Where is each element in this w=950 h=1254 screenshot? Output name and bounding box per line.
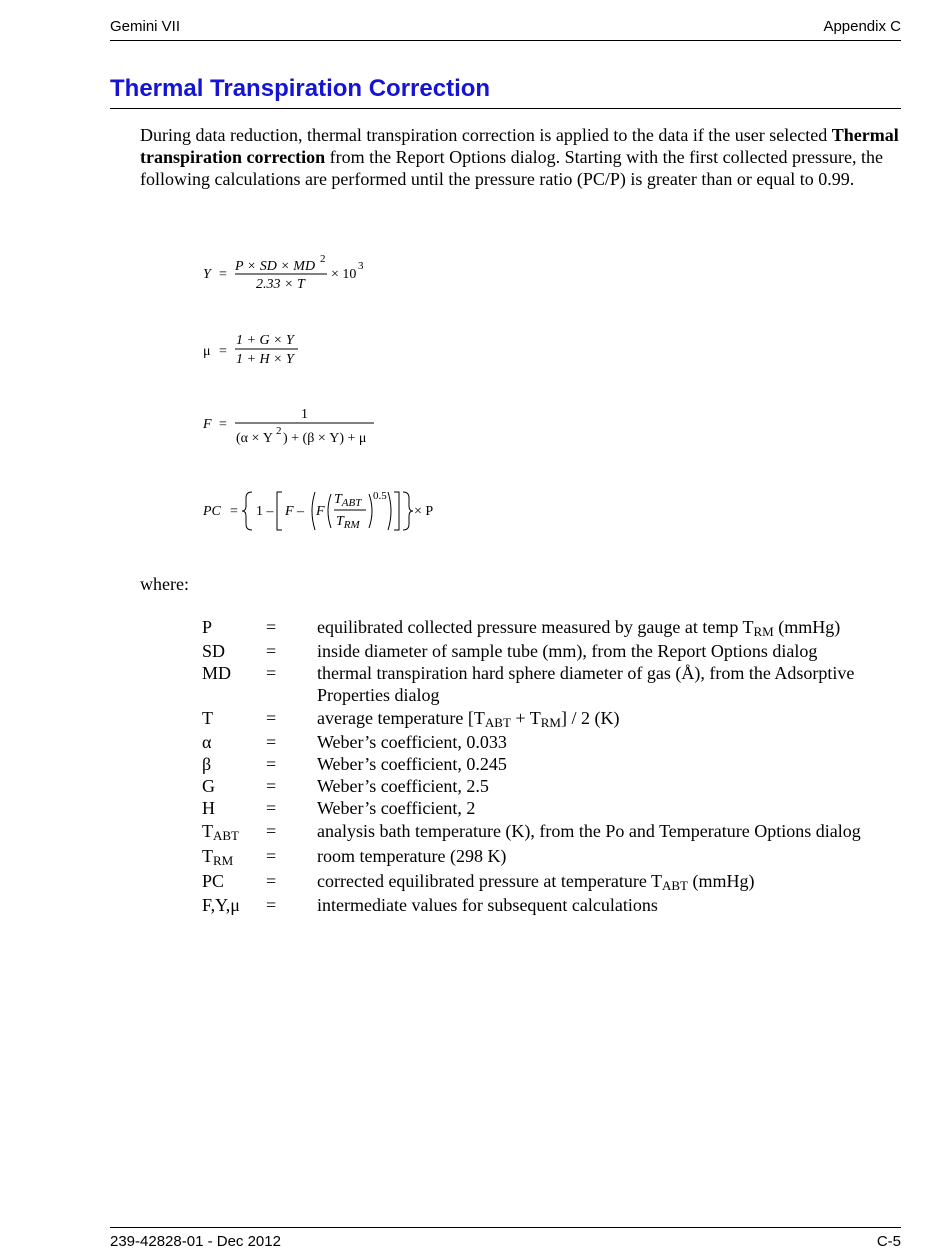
eq-y-mult-exponent: 3 (358, 260, 364, 272)
eq-pc-t-abt-letter: T (334, 492, 342, 507)
definition-row-alpha (202, 731, 902, 753)
equation-mu (180, 328, 400, 378)
definition-row-beta (202, 753, 902, 775)
equation-mu-svg (180, 328, 400, 373)
def-description: Weber’s coefficient, 0.245 (317, 754, 507, 774)
eq-mu-equals: = (219, 344, 227, 359)
eq-pc-t-rm-letter: T (336, 514, 344, 529)
eq-f-lhs: F (203, 417, 212, 432)
definition-row-t-rm (202, 845, 902, 867)
def-description (317, 870, 902, 892)
eq-pc-left-brace (242, 492, 252, 530)
eq-mu-numerator: 1 + G × Y (236, 333, 294, 348)
header-doc-title: Gemini VII (110, 18, 181, 35)
eq-pc-f-minus: F – (285, 504, 305, 519)
def-equals: = (266, 617, 277, 637)
equation-f-svg (180, 402, 420, 452)
intro-bold-option: Thermal transpiration correction (140, 125, 899, 167)
eq-y-lhs: Y (203, 267, 211, 282)
def-symbol-text: T (202, 846, 213, 866)
def-equals: = (266, 871, 277, 891)
eq-y-equals: = (219, 267, 227, 282)
def-desc-after2: ] / 2 (K) (560, 708, 620, 728)
def-symbol: SD (202, 641, 226, 661)
def-desc-text: average temperature [T (317, 708, 485, 728)
equation-pc-svg (180, 484, 460, 540)
eq-y-denominator: 2.33 × T (256, 277, 305, 292)
def-equals: = (266, 641, 277, 661)
def-description: Weber’s coefficient, 0.033 (317, 732, 507, 752)
intro-paragraph (140, 124, 902, 190)
equation-f (180, 402, 420, 457)
def-desc-after: (mmHg) (688, 871, 755, 891)
eq-y-num-exponent: 2 (320, 253, 326, 265)
def-equals: = (266, 895, 277, 915)
definition-row-g (202, 775, 902, 797)
eq-f-equals: = (219, 417, 227, 432)
def-desc-sub: RM (753, 624, 774, 639)
def-description (317, 616, 902, 638)
definition-row-p (202, 616, 902, 638)
def-equals: = (266, 708, 277, 728)
def-symbol: H (202, 798, 215, 818)
eq-pc-outer-paren-left (312, 492, 315, 530)
intro-text-1: During data reduction, thermal transpiration correction is applied to the data if the user selected (140, 125, 832, 145)
definitions-list (202, 616, 902, 916)
def-desc-sub2: RM (540, 715, 561, 730)
footer-doc-number: 239-42828-01 - Dec 2012 (110, 1233, 281, 1250)
eq-f-den-part1: (α × Y (236, 431, 274, 446)
def-symbol-sub: RM (213, 853, 234, 868)
eq-y-multiplier: × 10 (331, 267, 357, 282)
def-symbol: β (202, 754, 212, 774)
def-description: analysis bath temperature (K), from the Po and Temperature Options dialog (317, 821, 861, 841)
def-symbol: G (202, 776, 215, 796)
def-desc-sub: ABT (484, 715, 511, 730)
equation-y (180, 250, 400, 305)
section-title: Thermal Transpiration Correction (110, 75, 901, 109)
def-symbol-text: T (202, 821, 213, 841)
def-desc-after: (mmHg) (773, 617, 841, 637)
def-desc-sub: ABT (662, 878, 688, 893)
equation-y-svg (180, 250, 400, 300)
def-symbol: T (202, 708, 213, 728)
eq-f-denominator (236, 431, 273, 446)
definition-row-md (202, 662, 902, 706)
def-symbol: α (202, 732, 212, 752)
eq-mu-lhs: μ (203, 344, 211, 359)
def-equals: = (266, 663, 277, 683)
definition-row-fymu (202, 894, 902, 916)
definition-row-t (202, 707, 902, 729)
def-equals: = (266, 732, 277, 752)
def-desc-text: corrected equilibrated pressure at temperature T (317, 871, 662, 891)
eq-pc-lhs: PC (203, 504, 221, 519)
eq-pc-right-bracket (394, 492, 399, 530)
def-symbol-text: P (202, 617, 213, 637)
eq-pc-right-brace (403, 492, 413, 530)
def-symbol: F,Y,μ (202, 895, 240, 915)
def-description (317, 707, 902, 729)
def-description: inside diameter of sample tube (mm), from the Report Options dialog (317, 641, 818, 661)
def-desc-text: equilibrated collected pressure measured by gauge at temp T (317, 617, 754, 637)
def-description: Weber’s coefficient, 2.5 (317, 776, 489, 796)
eq-pc-t-abt (334, 492, 362, 509)
definition-row-t-abt (202, 820, 902, 842)
def-equals: = (266, 846, 277, 866)
def-equals: = (266, 798, 277, 818)
eq-pc-t-abt-sub: ABT (341, 497, 362, 509)
header-section: Appendix C (823, 18, 901, 35)
def-description: room temperature (298 K) (317, 846, 507, 866)
where-label: where: (140, 574, 189, 594)
eq-pc-f: F (316, 504, 325, 519)
def-equals: = (266, 821, 277, 841)
eq-pc-t-rm (336, 514, 361, 531)
eq-pc-one-minus: 1 – (256, 504, 274, 519)
def-symbol (202, 616, 262, 638)
intro-text-2: from the Report Options dialog. Starting with the first collected pressure, the following calculations are performed until the pressure ratio (PC/P) is greater than or equal to 0.99. (140, 147, 884, 189)
definition-row-sd (202, 640, 902, 662)
def-symbol: MD (202, 663, 232, 683)
def-description: Weber’s coefficient, 2 (317, 798, 476, 818)
def-description: intermediate values for subsequent calculations (317, 895, 658, 915)
eq-pc-inner-paren-left (328, 494, 331, 528)
eq-mu-denominator: 1 + H × Y (236, 352, 294, 367)
eq-pc-equals: = (230, 504, 238, 519)
eq-f-den-rest: ) + (β × Y) + μ (283, 431, 367, 446)
definition-row-h (202, 797, 902, 819)
def-description: thermal transpiration hard sphere diameter of gas (Å), from the Adsorptive Properties dialog (317, 663, 855, 705)
def-symbol: PC (202, 871, 225, 891)
page-header (110, 18, 901, 41)
def-desc-after: + T (510, 708, 541, 728)
def-equals: = (266, 754, 277, 774)
definition-row-pc (202, 870, 902, 892)
def-symbol (202, 845, 262, 867)
eq-pc-exponent: 0.5 (373, 490, 387, 502)
def-symbol-sub: ABT (213, 828, 239, 843)
eq-pc-inner-paren-right (369, 494, 372, 528)
eq-f-numerator: 1 (301, 407, 308, 422)
page-footer (110, 1227, 901, 1252)
def-symbol (202, 820, 262, 842)
equation-pc (180, 484, 460, 545)
eq-pc-times-p: × P (414, 504, 434, 519)
eq-pc-left-bracket (277, 492, 282, 530)
eq-f-den-exponent: 2 (276, 425, 282, 437)
footer-page-number: C-5 (876, 1233, 901, 1250)
eq-pc-t-rm-sub: RM (343, 519, 360, 531)
eq-pc-outer-paren-right (388, 492, 391, 530)
eq-y-numerator: P × SD × MD (235, 259, 316, 274)
def-equals: = (266, 776, 277, 796)
